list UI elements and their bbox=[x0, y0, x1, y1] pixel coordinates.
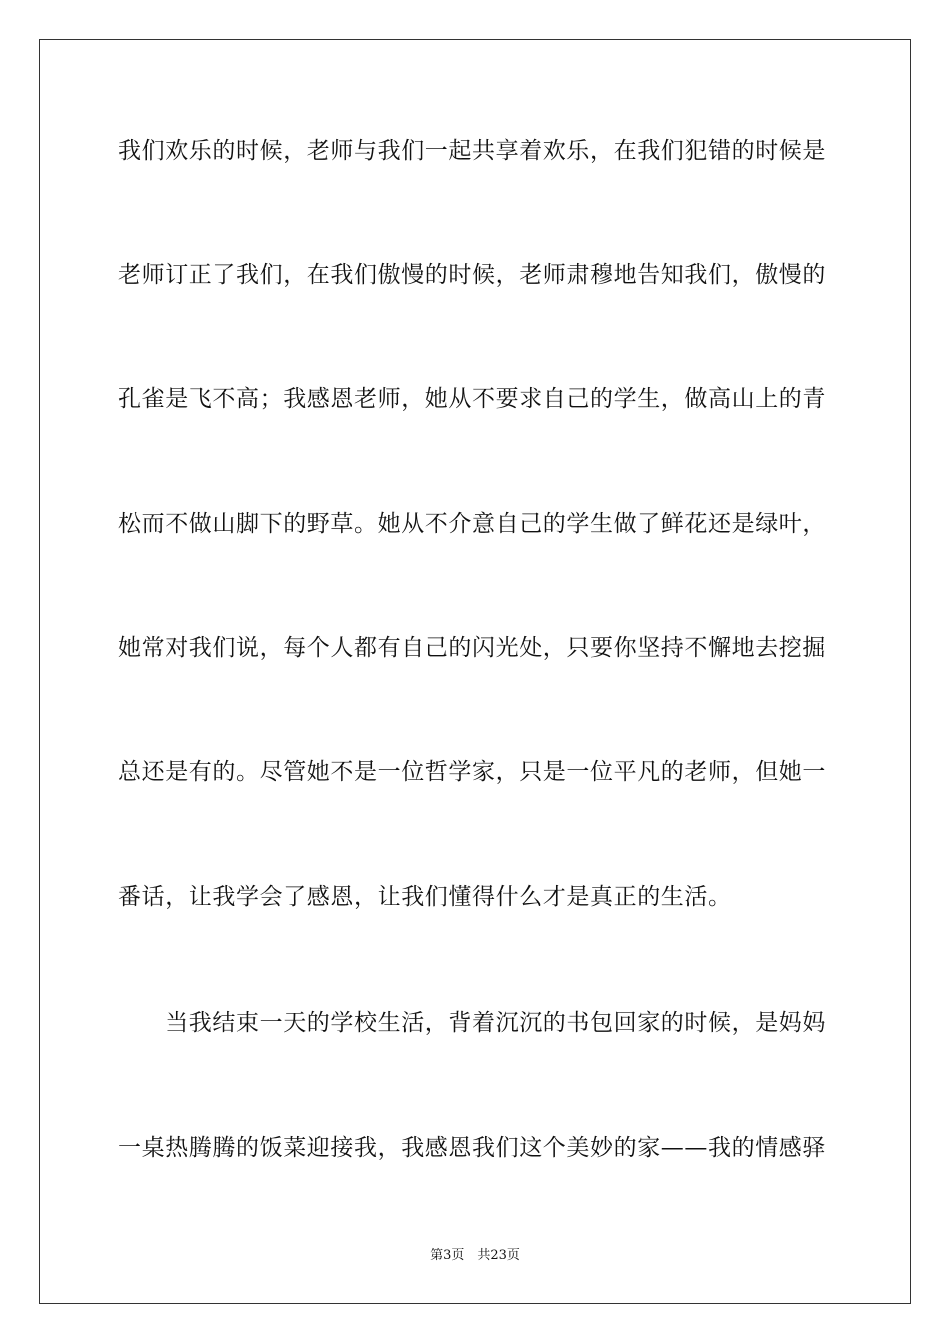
page-number: 第3页 共23页 bbox=[430, 1248, 520, 1263]
body-text-line: 松而不做山脚下的野草。她从不介意自己的学生做了鲜花还是绿叶， bbox=[118, 511, 826, 537]
body-text-line: 老师订正了我们，在我们傲慢的时候，老师肃穆地告知我们，傲慢的 bbox=[118, 262, 826, 288]
body-text-line: 当我结束一天的学校生活，背着沉沉的书包回家的时候，是妈妈 bbox=[118, 1010, 826, 1036]
page-frame bbox=[39, 39, 911, 1304]
body-text-line: 一桌热腾腾的饭菜迎接我，我感恩我们这个美妙的家——我的情感驿 bbox=[118, 1135, 826, 1161]
body-text-line: 孔雀是飞不高；我感恩老师，她从不要求自己的学生，做高山上的青 bbox=[118, 386, 826, 412]
body-text-line: 番话，让我学会了感恩，让我们懂得什么才是真正的生活。 bbox=[118, 884, 732, 910]
body-text-line: 我们欢乐的时候，老师与我们一起共享着欢乐，在我们犯错的时候是 bbox=[118, 138, 826, 164]
body-text-line: 她常对我们说，每个人都有自己的闪光处，只要你坚持不懈地去挖掘 bbox=[118, 635, 826, 661]
body-text-line: 总还是有的。尽管她不是一位哲学家，只是一位平凡的老师，但她一 bbox=[118, 759, 826, 785]
